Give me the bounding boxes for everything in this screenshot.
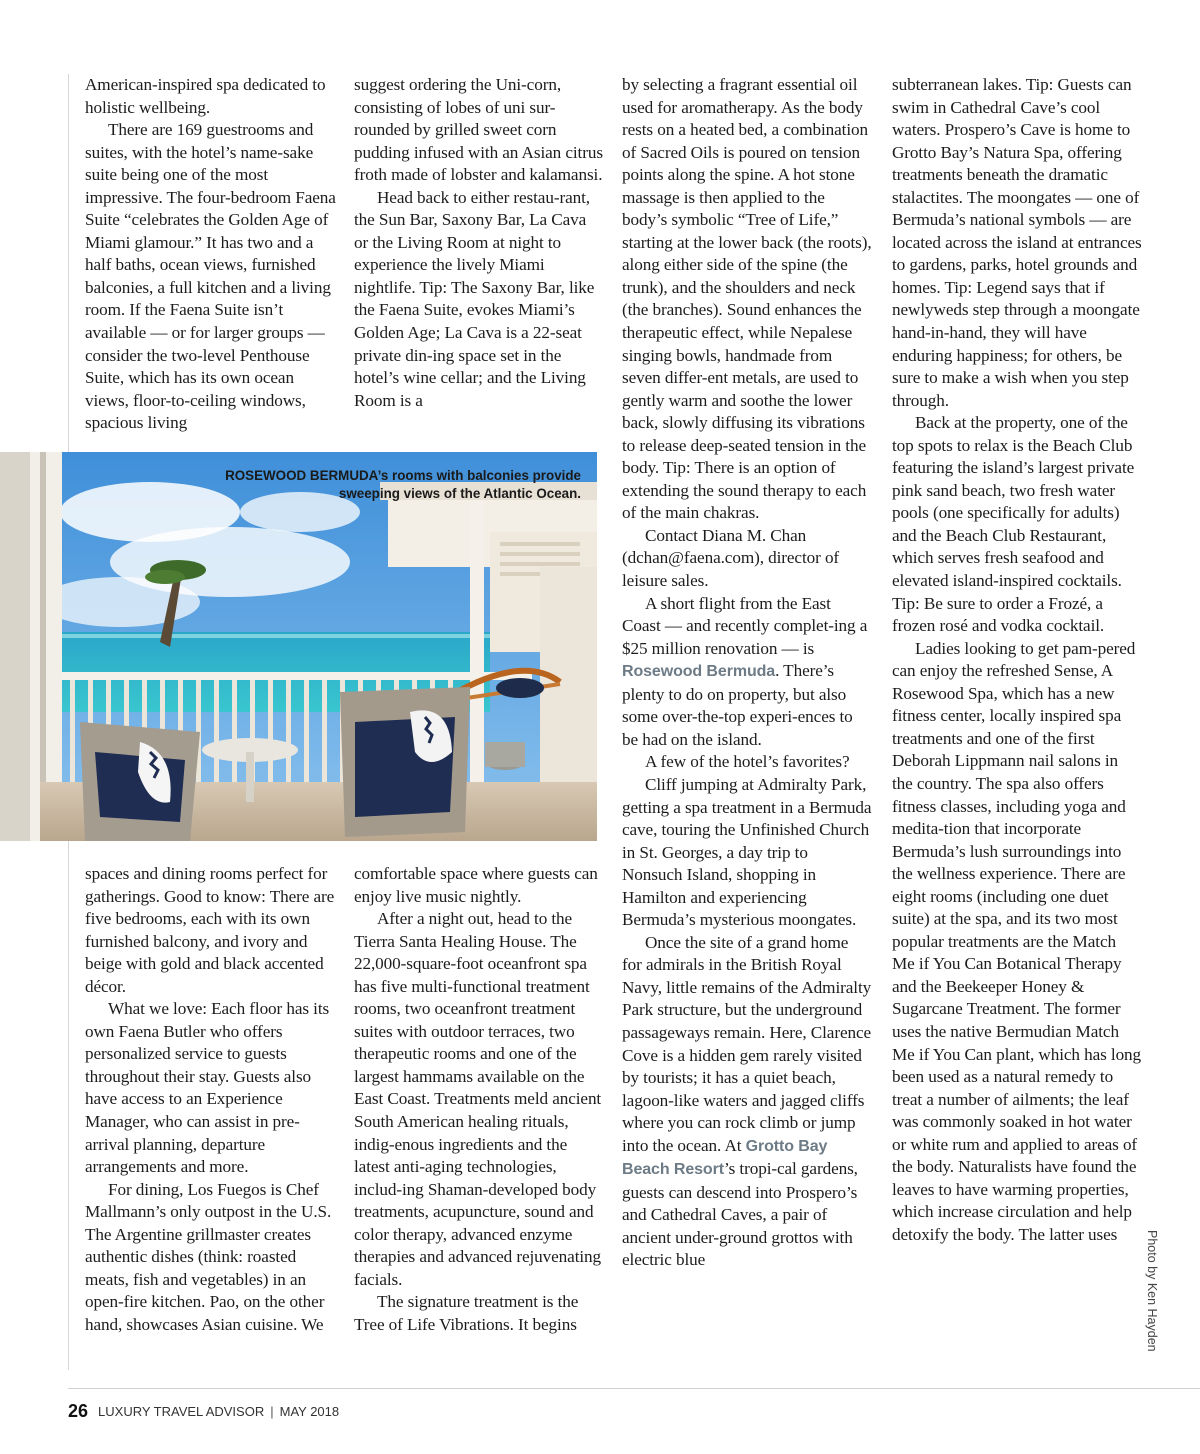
- caption-rest: ’s rooms with balconies provide sweeping views of the Atlantic Ocean.: [338, 468, 581, 501]
- paragraph: After a night out, head to the Tierra Santa Healing House. The 22,000-square-foot oceanfront spa has five multi-functional treatment rooms, two oceanfront treatment suites with outdoor terraces, two therapeutic rooms and one of the largest hammams available on the East Coast. Treatments meld ancient South American healing rituals, indig-enous ingredients and the latest anti-aging technologies, includ-ing Shaman-developed body treatments, acupuncture, sound and color therapy, advanced enzyme therapies and advanced rejuvenating facials.: [354, 909, 602, 1289]
- column-4: [892, 74, 1142, 1246]
- issue-date: MAY 2018: [279, 1404, 340, 1419]
- paragraph: subterranean lakes. Tip: Guests can swim in Cathedral Cave’s cool waters. Prospero’s Cave is home to Grotto Bay’s Natura Spa, offering treatments beneath the dramatic stalactites. The moongates — one of Bermuda’s national symbols — are located across the island at entrances to gardens, parks, hotel grounds and homes. Tip: Legend says that if newlyweds step through a moongate hand-in-hand, they will have enduring happiness; for others, be sure to make a wish when you step through.: [892, 75, 1142, 410]
- paragraph: suggest ordering the Uni-corn, consisting of lobes of uni sur-rounded by grilled sweet corn pudding infused with an Asian citrus froth made of lobster and kalamansi.: [354, 75, 603, 185]
- caption-lead: ROSEWOOD BERMUDA: [225, 468, 378, 483]
- rosewood-text-before: A short flight from the East Coast — and recently complet-ing a $25 million renovation — is: [622, 593, 868, 658]
- paragraph: by selecting a fragrant essential oil used for aromatherapy. As the body rests on a heated bed, a combination of Sacred Oils is poured on tension points along the spine. A hot stone massage is then applied to the body’s symbolic “Tree of Life,” starting at the lower back (the roots), along either side of the spine (the trunk), and the shoulders and neck (the branches). Sound enhances the therapeutic effect, while Nepalese singing bowls, handmade from seven differ-ent metals, are used to gently warm and soothe the lower back, slowly diffusing its vibrations to release deep-seated tension in the body. Tip: There is an option of extending the sound therapy to each of the main chakras.: [622, 75, 872, 523]
- balcony-illustration: [0, 452, 597, 841]
- paragraph: The signature treatment is the Tree of Life Vibrations. It begins: [354, 1292, 579, 1334]
- paragraph: There are 169 guestrooms and suites, with the hotel’s name-sake suite being one of the most impressive. The four-bedroom Faena Suite “celebrates the Golden Age of Miami glamour.” It has two and a half baths, ocean views, furnished balconies, a full kitchen and a living room. If the Faena Suite isn’t available — or for larger groups — consider the two-level Penthouse Suite, which has its own ocean views, floor-to-ceiling windows, spacious living: [85, 120, 336, 433]
- column-3: [622, 74, 872, 1272]
- paragraph: American-inspired spa dedicated to holistic wellbeing.: [85, 75, 326, 117]
- rosewood-paragraph: [622, 593, 872, 752]
- footer-rule: [68, 1388, 1200, 1389]
- paragraph: For dining, Los Fuegos is Chef Mallmann’s only outpost in the U.S. The Argentine grillmaster creates authentic dishes (think: roasted meats, fish and vegetables) in an open-fire kitchen. Pao, on the other hand, showcases Asian cuisine. We: [85, 1179, 332, 1334]
- photo-caption: [221, 467, 581, 503]
- footer-separator: |: [270, 1404, 274, 1419]
- paragraph: Contact Diana M. Chan (dchan@faena.com), director of leisure sales.: [622, 525, 840, 591]
- grotto-bay-link[interactable]: Grotto Bay Beach Resort: [622, 1137, 828, 1179]
- grotto-text-after: ’s tropi-cal gardens, guests can descend into Prospero’s and Cathedral Caves, a pair of ancient under-ground grottos with electric blue: [622, 1159, 858, 1270]
- paragraph: A few of the hotel’s favorites?: [645, 752, 850, 772]
- paragraph: Head back to either restau-rant, the Sun Bar, Saxony Bar, La Cava or the Living Room at night to experience the lively Miami nightlife. Tip: The Saxony Bar, like the Faena Suite, evokes Miami’s Golden Age; La Cava is a 22-seat private din-ing space set in the hotel’s wine cellar; and the Living Room is a: [354, 187, 595, 410]
- column-2-bottom: [354, 863, 604, 1336]
- photo-credit: Photo by Ken Hayden: [1145, 1230, 1159, 1352]
- paragraph: spaces and dining rooms perfect for gatherings. Good to know: There are five bedrooms, each with its own furnished balcony, and ivory and beige with gold and black accented décor.: [85, 864, 335, 996]
- grotto-text-before: Once the site of a grand home for admirals in the British Royal Navy, little remains of the Admiralty Park structure, but the underground passageways remain. Here, Clarence Cove is a hidden gem rarely visited by tourists; it has a quiet beach, lagoon-like waters and jagged cliffs where you can rock climb or jump into the ocean. At: [622, 932, 872, 1155]
- page-number: 26: [68, 1401, 89, 1421]
- column-2-top: [354, 74, 604, 412]
- page-footer: [68, 1401, 339, 1422]
- grotto-paragraph: [622, 932, 872, 1272]
- rosewood-text-after: . There’s plenty to do on property, but also some over-the-top experi-ences to be had on the island.: [622, 661, 853, 749]
- paragraph: Cliff jumping at Admiralty Park, getting a spa treatment in a Bermuda cave, touring the Unfinished Church in St. Georges, a day trip to Nonsuch Island, shopping in Hamilton and experiencing Bermuda’s mysterious moongates.: [622, 774, 872, 930]
- paragraph: What we love: Each floor has its own Faena Butler who offers personalized service to guests throughout their stay. Guests also have access to an Experience Manager, who can assist in pre-arrival planning, departure arrangements and more.: [85, 999, 330, 1177]
- column-1-bottom: [85, 863, 341, 1336]
- publication-name: LUXURY TRAVEL ADVISOR: [98, 1404, 265, 1419]
- column-3-part-a: [622, 74, 872, 593]
- column-3-part-b: [622, 751, 872, 931]
- rosewood-bermuda-link[interactable]: Rosewood Bermuda: [622, 663, 776, 681]
- column-1-top: [85, 74, 341, 435]
- paragraph: Ladies looking to get pam-pered can enjoy the refreshed Sense, A Rosewood Spa, which has a new fitness center, locally inspired spa treatments and one of the first Deborah Lippmann nail salons in the country. The spa also offers fitness classes, including yoga and medita-tion that incorporate Bermuda’s lush surroundings into the wellness experience. There are eight rooms (including one duet suite) at the spa, and its two most popular treatments are the Match Me if You Can Botanical Therapy and the Beekeeper Honey & Sugarcane Treatment. The former uses the native Bermudian Match Me if You Can plant, which has long been used as a natural remedy to treat a number of ailments; the leaf was commonly soaked in hot water or white rum and applied to areas of the body. Naturalists have found the leaves to have warming properties, which increase circulation and help detoxify the body. The latter uses: [892, 638, 1142, 1244]
- balcony-photo: [0, 452, 597, 841]
- paragraph: comfortable space where guests can enjoy live music nightly.: [354, 864, 598, 906]
- paragraph: Back at the property, one of the top spots to relax is the Beach Club featuring the island’s largest private pink sand beach, two fresh water pools (one specifically for adults) and the Beach Club Restaurant, which serves fresh seafood and elevated island-inspired cocktails. Tip: Be sure to order a Frozé, a frozen rosé and vodka cocktail.: [892, 413, 1135, 636]
